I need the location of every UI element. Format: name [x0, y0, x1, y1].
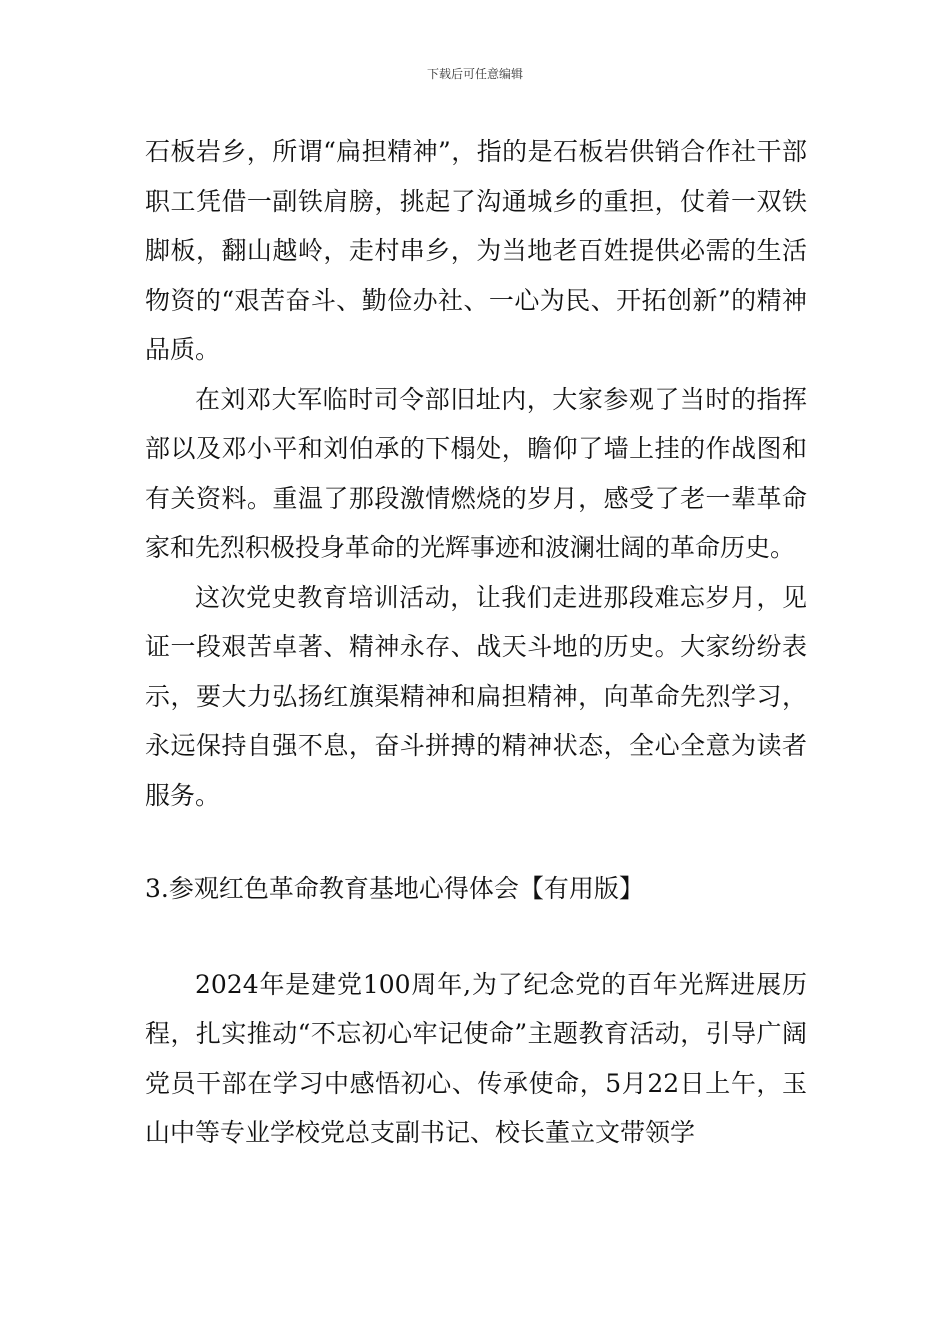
body-paragraph-1: 石板岩乡，所谓“扁担精神”，指的是石板岩供销合作社干部职工凭借一副铁肩膀，挑起了沟通城乡的重担，仗着一双铁脚板，翻山越岭，走村串乡，为当地老百姓提供必需的生活物资的“艰苦奋斗、勤俭办社、一心为民、开拓创新”的精神品质。 — [145, 137, 807, 364]
page-header-note: 下载后可任意编辑 — [426, 67, 523, 81]
body-paragraph-2: 在刘邓大军临时司令部旧址内，大家参观了当时的指挥部以及邓小平和刘伯承的下榻处，瞻仰了墙上挂的作战图和有关资料。重温了那段激情燃烧的岁月，感受了老一辈革命家和先烈积极投身革命的光辉事迹和波澜壮阔的革命历史。 — [145, 384, 807, 562]
section-heading: 3.参观红色革命教育基地心得体会【有用版】 — [145, 874, 644, 903]
body-paragraph-3: 这次党史教育培训活动，让我们走进那段难忘岁月，见证一段艰苦卓著、精神永存、战天斗地的历史。大家纷纷表示，要大力弘扬红旗渠精神和扁担精神，向革命先烈学习，永远保持自强不息，奋斗拼搏的精神状态，全心全意为读者服务。 — [145, 582, 807, 810]
document-body — [145, 127, 807, 1158]
section-paragraph: 2024年是建党100周年,为了纪念党的百年光辉进展历程，扎实推动“不忘初心牢记使命”主题教育活动，引导广阔党员干部在学习中感悟初心、传承使命，5月22日上午，玉山中等专业学校党总支副书记、校长董立文带领学 — [145, 969, 807, 1147]
